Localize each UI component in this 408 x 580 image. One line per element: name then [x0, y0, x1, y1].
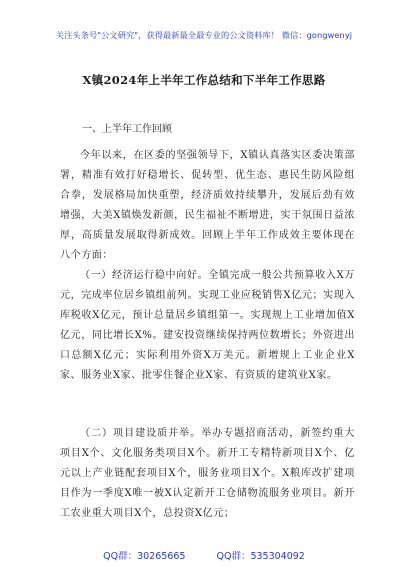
qq-group-2: QQ群：535304092 [216, 551, 305, 562]
paragraph-projects [60, 424, 355, 524]
paragraph-projects-label: （二）项目建设质并举。 [80, 428, 202, 439]
paragraph-economy-label: （一）经济运行稳中向好。 [80, 270, 209, 281]
paragraph-projects-body: 举办专题招商活动，新签约重大项目X个、文化服务类项目X个。新开工专精特新项目X个、亿元以上产业链配套项目X个，服务业项目X个。X粮库改扩建项目作为一季度X唯一被X认定新开工仓储物流服务业项目。新开工农业重大项目X个，总投资X亿元； [60, 428, 355, 519]
document-title: X镇2024年上半年工作总结和下半年工作思路 [82, 73, 326, 87]
paragraph-intro: 今年以来，在区委的坚强领导下，X镇认真落实区委决策部署，精准有效打好稳增长、促转型、优生态、惠民生防风险组合拳，发展格局加快重塑，经济质效持续攀升，发展后劲有效增强，大美X镇焕发新颜，民生福祉不断增进，实干氛围日益浓厚，高质量发展取得新成效。回顾上半年工作成效主要体现在八个方面： [60, 150, 355, 261]
paragraph-economy [60, 266, 355, 386]
paragraph-economy-body: 全镇完成一般公共预算收入X万元，完成率位居乡镇组前列。实现工业应税销售X亿元；实现入库税收X亿元，预计总量居乡镇组第一。实现规上工业增加值X亿元，同比增长X%。建安投资继续保持两位数增长；外资进出口总额X亿元；实际利用外资X万美元。新增规上工业企业X家、服务业X家、批零住餐企业X家、有资质的建筑业X家。 [60, 270, 355, 381]
header-banner: 关注头条号"公文研究"，获得最新最全最专业的公文资料库！ 微信：gongwenyj [55, 30, 353, 40]
footer-bar [0, 548, 408, 562]
section-heading: 一、上半年工作回顾 [82, 124, 172, 135]
qq-group-1: QQ群：30265665 [103, 551, 186, 562]
